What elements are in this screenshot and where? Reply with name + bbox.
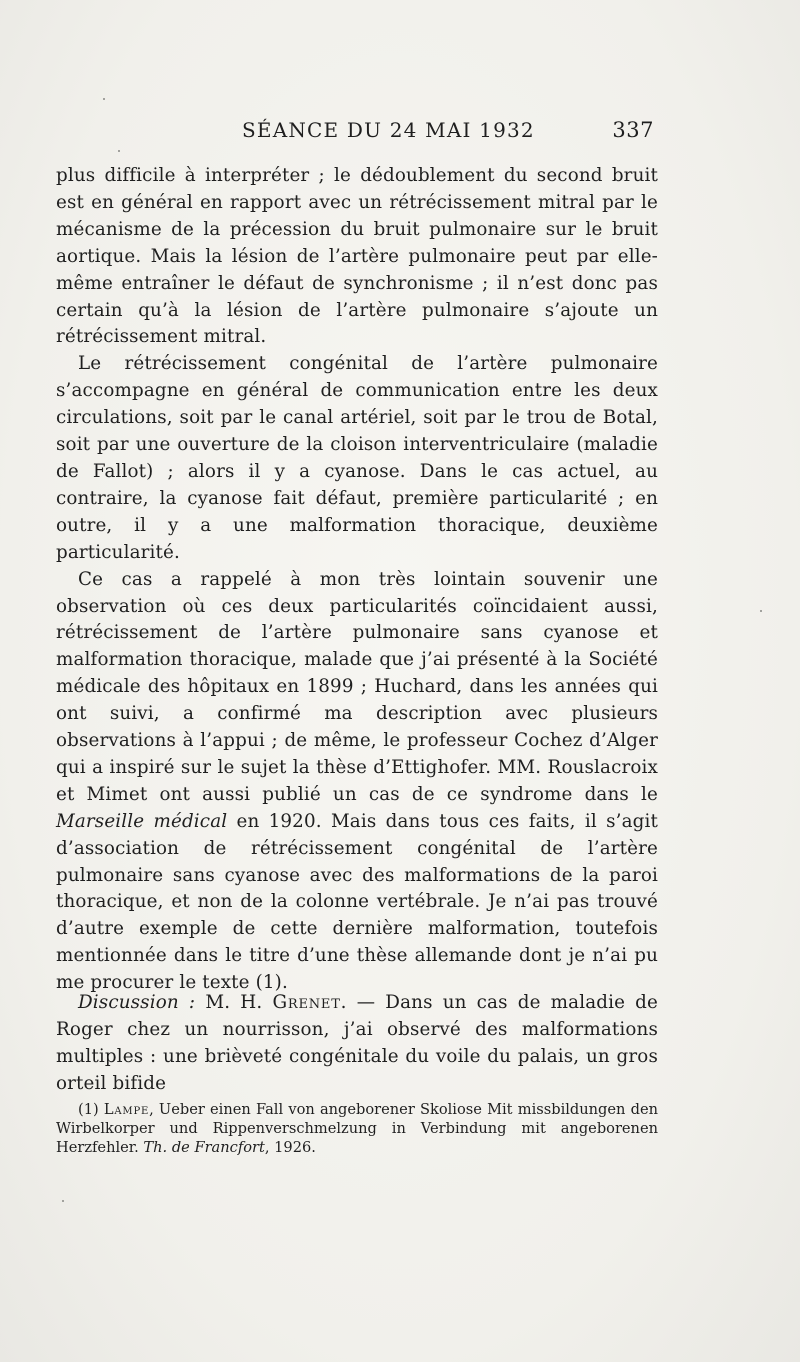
paper-speck [760, 610, 762, 612]
speaker-prefix: M. H. [205, 992, 273, 1013]
paragraph-pulmonary-stenosis: Le rétrécissement congénital de l’artère pulmonaire s’accompagne en général de communication entre les deux circulations, soit par le canal artériel, soit par le trou de Botal, soit par une ouverture de la cloison interventriculaire (maladie de Fallot) ; alors il y a cyanose. Dans le cas actuel, au contraire, la cyanose fait défaut, première particularité ; en outre, il y a une malformation thoracique, deuxième particularité. [56, 353, 658, 563]
discussion-label: Discussion : [78, 992, 196, 1013]
page-number: 337 [612, 118, 654, 142]
paragraph-continuation: plus difficile à interpréter ; le dédoublement du second bruit est en général en rapport avec un rétrécissement mitral par le mécanisme de la précession du bruit pulmonaire sur le bruit aortique. Mais la lésion de l’artère pulmonaire peut par elle-même entraîner le défaut de synchronisme ; il n’est donc pas certain qu’à la lésion de l’artère pulmonaire s’ajoute un rétrécissement mitral. [56, 165, 658, 348]
journal-title: Marseille médical [56, 810, 228, 832]
footnote-source: Th. de Francfort [143, 1139, 265, 1156]
running-header [56, 118, 658, 154]
paragraph-3-text-b: en 1920. Mais dans tous ces faits, il s’agit d’association de rétrécissement congénital de l’artère pulmonaire sans cyanose avec des malformations de la paroi thoracique, et non de la colonne vertébrale. Je n’ai pas trouvé d’autre exemple de cette dernière malformation, toutefois mentionnée dans le titre d’une thèse allemande dont je n’ai pu me procurer le texte (1). [56, 810, 658, 994]
discussion-paragraph [56, 990, 658, 1098]
footnote-year: , 1926. [264, 1139, 316, 1156]
header-title: SÉANCE DU 24 MAI 1932 [242, 118, 535, 142]
discussion-text: . — Dans un cas de maladie de Roger chez un nourrisson, j’ai observé des malformations multiples : une brièveté congénitale du voile du palais, un gros orteil bifide [56, 992, 659, 1094]
paper-speck [118, 150, 120, 152]
paper-speck [62, 1200, 64, 1202]
footnote-text: , Ueber einen Fall von angeborener Skoliose Mit missbildungen den Wirbelkorper und Rippenverschmelzung in Verbindung mit angeborenen Herzfehler. [56, 1101, 659, 1156]
main-text [56, 163, 658, 997]
footnote [56, 1100, 658, 1157]
speaker-name: Grenet [272, 992, 341, 1013]
paragraph-3-text-a: Ce cas a rappelé à mon très lointain souvenir une observation où ces deux particularités coïncidaient aussi, rétrécissement de l’artère pulmonaire sans cyanose et malformation thoracique, malade que j’ai présenté à la Société médicale des hôpitaux en 1899 ; Huchard, dans les années qui ont suivi, a confirmé ma description avec plusieurs observations à l’appui ; de même, le professeur Cochez d’Alger qui a inspiré sur le sujet la thèse d’Ettighofer. MM. Rouslacroix et Mimet ont aussi publié un cas de ce syndrome dans le [56, 568, 658, 805]
footnote-author: Lampe [103, 1101, 150, 1118]
paragraph-case-recollection [56, 567, 658, 998]
footnote-marker: (1) [78, 1101, 104, 1118]
paper-speck [103, 98, 105, 100]
